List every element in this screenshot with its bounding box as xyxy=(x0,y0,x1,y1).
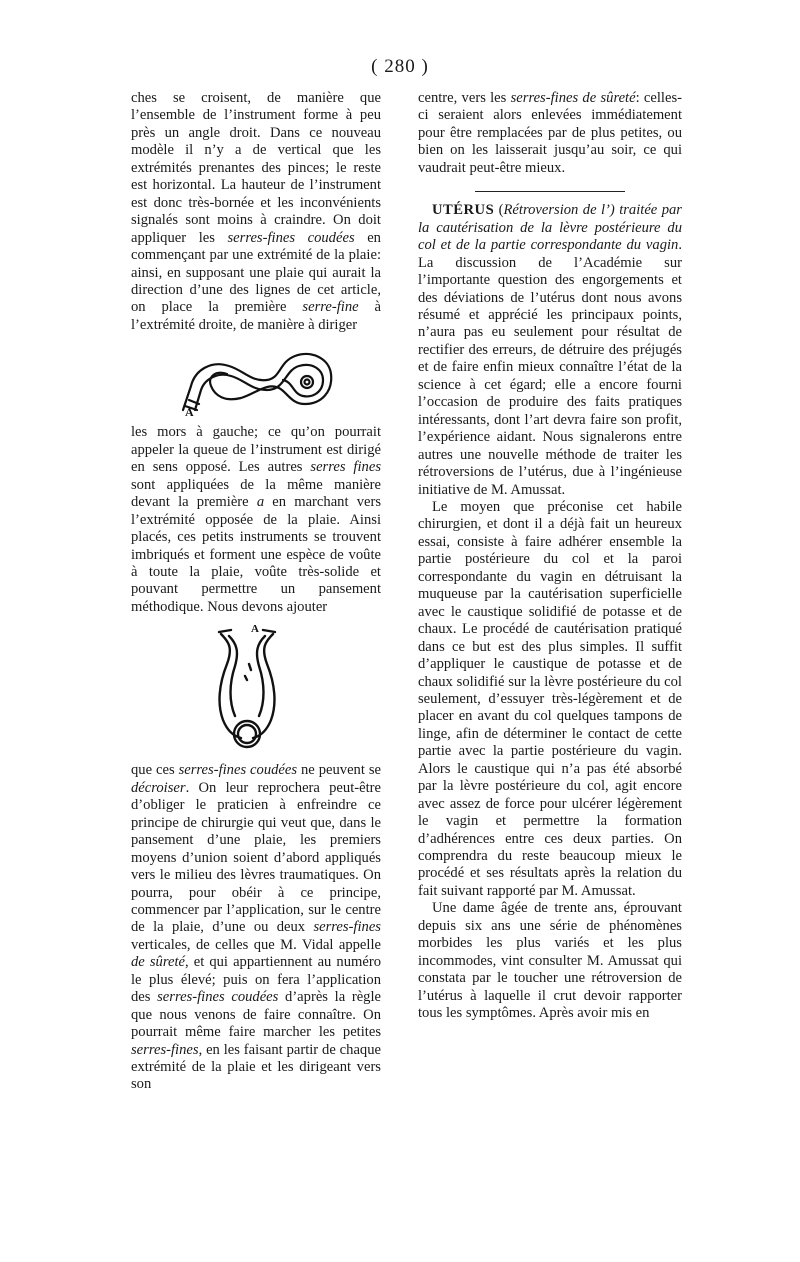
text-run: , et qui appartiennent au numéro le plus élevé; puis on fera l’application des xyxy=(131,954,382,1006)
text-run: serres-fines coudées xyxy=(157,989,279,1006)
text-run: en commençant par une extrémité de la plaie: ainsi, en supposant une plaie qui aurait la direction d’une des lignes de cet article, on place la première xyxy=(131,229,381,316)
text-run: d’après la règle que nous venons de faire connaître. On pourrait même faire marcher les petites xyxy=(131,989,381,1041)
right-column xyxy=(418,90,682,1023)
figure-1-label: A xyxy=(185,405,194,417)
text-run: à l’extrémité droite, de manière à diriger xyxy=(131,299,381,333)
text-run: serres-fines coudées xyxy=(178,762,298,779)
right-paragraph-4 xyxy=(418,900,682,1022)
text-run: décroiser xyxy=(131,779,186,796)
right-paragraph-1 xyxy=(418,90,682,177)
left-column xyxy=(131,90,381,1094)
text-run: , en les faisant partir de chaque extrémité de la plaie et les dirigeant vers son xyxy=(131,1041,381,1093)
left-paragraph-2 xyxy=(131,424,381,616)
left-paragraph-1 xyxy=(131,90,381,334)
text-run: ( xyxy=(494,202,504,219)
text-run: . La discussion de l’Académie sur l’importante question des engorgements et des déviations de l’utérus dont nous avons résumé et apprécié les principaux points, n’aura pas eu seulement pour résultat de rectifier des erreurs, de détruire des préjugés et de faire enfin mieux connaître l’état de la science à cet égard; elle a encore fourni l’occasion de produire des faits pratiques intéressants, dont l’art devra faire son profit, l’expérience aidant. Nous signalerons entre autres une nouvelle méthode de traiter les rétroversions de l’utérus, due à l’ingénieuse initiative de M. Amussat. xyxy=(418,237,682,498)
text-run: en marchant vers l’extrémité opposée de la plaie. Ainsi placés, ces petits instruments se trouvent imbriqués et forment une espèce de voûte à toute la plaie, voûte très-solide et pouvant permettre un pansement méthodique. Nous devons ajouter xyxy=(131,494,382,615)
text-run: ches se croisent, de manière que l’ensemble de l’instrument forme à peu près un angle droit. Dans ce nouveau modèle il n’y a de vertical que les extrémités prenantes des pinces; le reste est horizontal. La hauteur de l’instrument est donc très-bornée et les inconvénients signalés sont moins à craindre. On doit appliquer les xyxy=(131,90,381,246)
text-run: verticales, de celles que M. Vidal appelle xyxy=(131,936,381,953)
uterus-article-paragraph xyxy=(418,202,682,499)
text-run: que ces xyxy=(131,762,179,779)
bent-serre-fine-figure xyxy=(171,340,341,416)
text-run: serres-fines de sûreté xyxy=(510,90,636,106)
text-run: UTÉRUS xyxy=(432,202,495,219)
text-run: . On leur reprochera peut-être d’obliger le praticien à enfreindre ce principe de chirurgie qui veut que, dans le pansement d’une plaie, les premiers moyens d’union soient d’abord appliqués vers le milieu des lèvres traumatiques. On pourra, pour obéir à ce principe, commencer par l’application, sur le centre de la plaie, d’une ou deux xyxy=(131,779,381,936)
text-run: Une dame âgée de trente ans, éprouvant depuis six ans une série de phénomènes morbides les plus variés et les plus incommodes, vint consulter M. Amussat qui constata par le toucher une rétroversion de l’utérus à laquelle il crut devoir rapporter tous les symptômes. Après avoir mis en xyxy=(418,900,682,1022)
text-run: ne peuvent se xyxy=(297,762,381,779)
text-run: de sûreté xyxy=(131,954,185,971)
text-run: serre-fine xyxy=(302,299,359,316)
vertical-serre-fine-figure xyxy=(215,624,279,754)
section-divider xyxy=(475,191,625,192)
text-run: a xyxy=(256,494,265,511)
text-run: sont appliquées de la même manière devant la première xyxy=(131,476,381,511)
text-run: serres-fines xyxy=(313,919,381,936)
right-paragraph-3 xyxy=(418,499,682,900)
text-run: les mors à gauche; ce qu’on pourrait appeler la queue de l’instrument est dirigé en sens opposé. Les autres xyxy=(131,424,381,476)
left-paragraph-3 xyxy=(131,762,381,1094)
text-run: serres-fines xyxy=(131,1041,199,1058)
text-run: centre, vers les xyxy=(418,90,511,106)
text-run: : celles-ci seraient alors enlevées immédiatement pour être remplacées par de plus petites, ou bien on les laisserait jusqu’au soir, ce qui vaudrait peut-être mieux. xyxy=(418,90,682,176)
text-run: Rétroversion de l’) traitée par la cautérisation de la lèvre postérieure du col et de la partie correspondante du vagin xyxy=(418,202,682,254)
text-run: serres-fines coudées xyxy=(227,229,355,246)
text-run: Le moyen que préconise cet habile chirurgien, et dont il a déjà fait un heureux essai, consiste à faire adhérer ensemble la partie postérieure du col et la paroi correspondante du vagin en détruisant la muqueuse par la cautérisation superficielle avec le caustique solidifié de potasse et de chaux. Le procédé de cautérisation pratiqué dans ce but est des plus simples. Il suffit d’appliquer le caustique de potasse et de chaux solidifié sur la lèvre postérieure du col seulement, d’essuyer très-légèrement et de placer en avant du col quelques tampons de linge, afin de déterminer le contact de cette partie avec la partie postérieure du vagin. Alors le caustique qui n’a pas été absorbé par la lèvre postérieure du col, agit encore avec assez de force pour ulcérer légèrement le vagin et permettre la formation d’adhérences entre ces deux parties. On comprendra du reste beaucoup mieux le procédé et ses résultats après la relation du fait suivant rapporté par M. Amussat. xyxy=(418,498,682,899)
figure-2-label: A xyxy=(251,624,259,636)
page-number: ( 280 ) xyxy=(371,56,429,77)
text-run: serres fines xyxy=(310,459,381,476)
